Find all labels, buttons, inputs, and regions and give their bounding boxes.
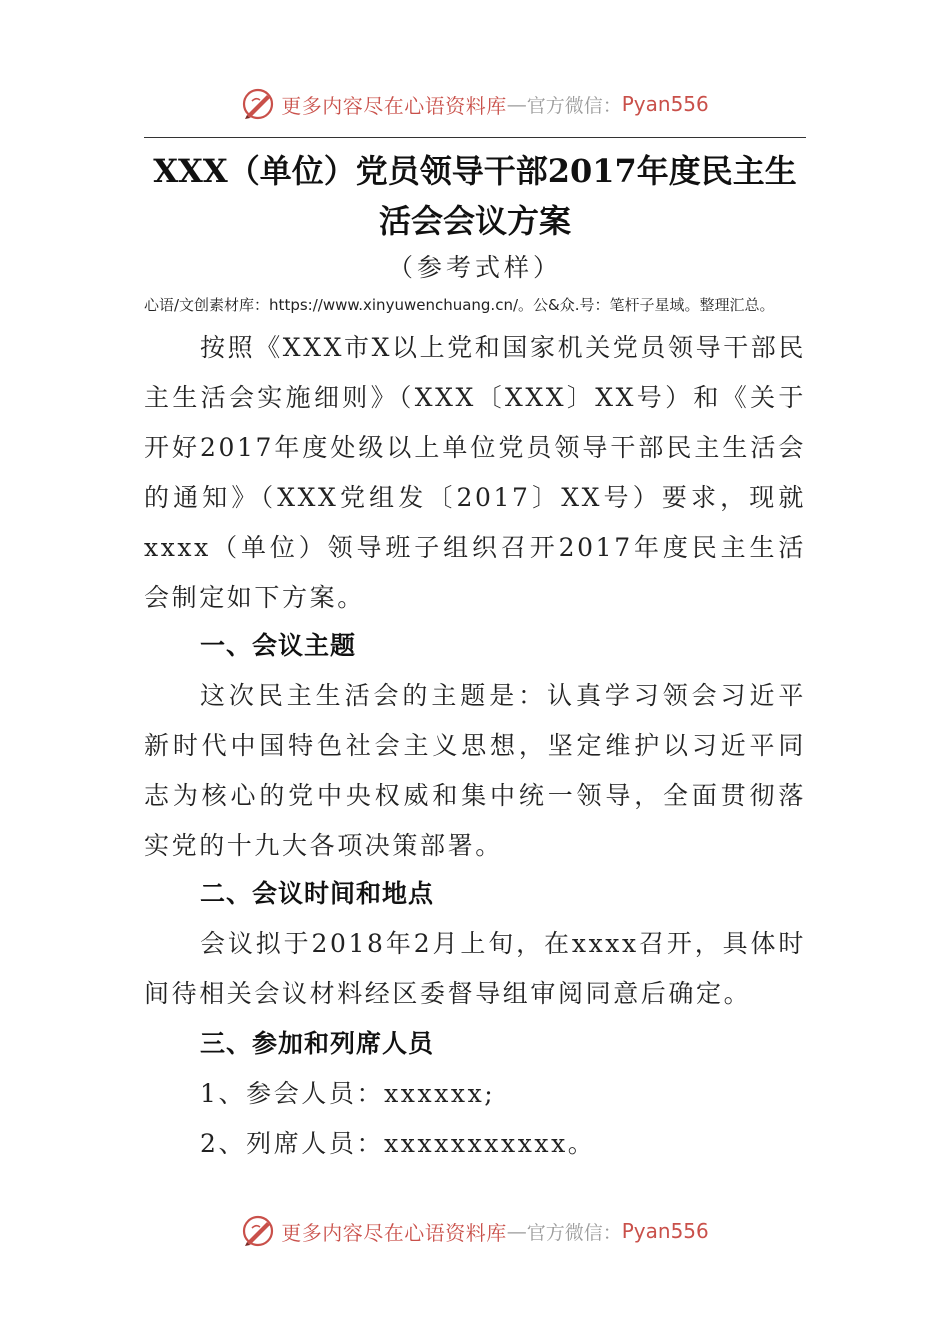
pen-logo-icon — [241, 87, 275, 121]
banner-wechat-label: 官方微信： — [526, 94, 622, 117]
footer-banner — [0, 1211, 950, 1251]
banner-wechat-label: 官方微信： — [526, 1221, 622, 1244]
section-heading-time-place: 二、会议时间和地点 — [200, 879, 435, 908]
section-heading-theme: 一、会议主题 — [200, 631, 357, 660]
banner-text: 更多内容尽在心语资料库 — [281, 1220, 507, 1245]
header-banner — [0, 84, 950, 124]
document-subtitle: （参考式样） — [387, 253, 562, 282]
document-title: XXX（单位）党员领导干部2017年度民主生活会会议方案 — [153, 152, 797, 240]
section-body-theme: 这次民主生活会的主题是：认真学习领会习近平新时代中国特色社会主义思想，坚定维护以习近平同志为核心的党中央权威和集中统一领导，全面贯彻落实党的十九大各项决策部署。 — [144, 681, 806, 860]
pen-logo-icon — [241, 1214, 275, 1248]
banner-wechat-id: Pyan556 — [621, 92, 709, 116]
banner-dash: — — [506, 1219, 527, 1243]
header-rule — [144, 137, 806, 138]
intro-paragraph: 按照《XXX市X以上党和国家机关党员领导干部民主生活会实施细则》（XXX〔XXX〕XX号）和《关于开好2017年度处级以上单位党员领导干部民主生活会的通知》（XXX党组发〔2017〕XX号）要求，现就xxxx（单位）领导班子组织召开2017年度民主生活会制定如下方案。 — [144, 333, 806, 612]
attendee-item-observers: 2、列席人员：xxxxxxxxxxx。 — [200, 1129, 596, 1158]
banner-text: 更多内容尽在心语资料库 — [281, 93, 507, 118]
attendee-item-participants: 1、参会人员：xxxxxx; — [200, 1079, 496, 1108]
section-body-time-place: 会议拟于2018年2月上旬，在xxxx召开，具体时间待相关会议材料经区委督导组审阅同意后确定。 — [144, 929, 806, 1008]
source-credit: 心语/文创素材库：https://www.xinyuwenchuang.cn/。公&众.号：笔杆子星域。整理汇总。 — [144, 296, 775, 314]
section-heading-attendees: 三、参加和列席人员 — [200, 1029, 435, 1058]
banner-dash: — — [506, 92, 527, 116]
banner-wechat-id: Pyan556 — [621, 1219, 709, 1243]
